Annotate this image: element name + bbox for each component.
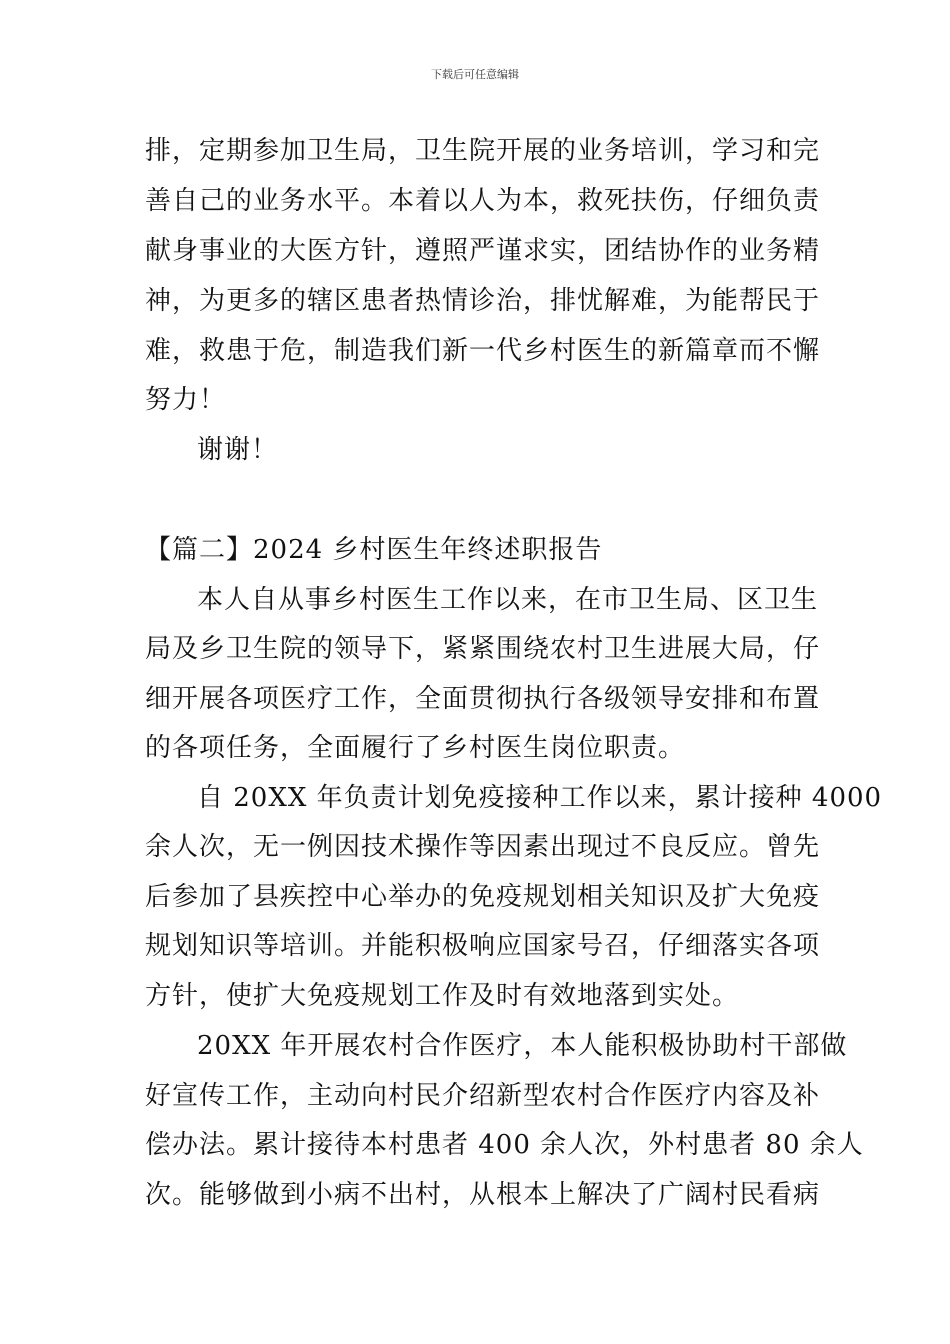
body-line: 后参加了县疾控中心举办的免疫规划相关知识及扩大免疫 (145, 882, 821, 912)
body-line: 好宣传工作，主动向村民介绍新型农村合作医疗内容及补 (145, 1081, 821, 1111)
section-heading: 【篇二】2024 乡村医生年终述职报告 (145, 535, 603, 565)
body-line: 本人自从事乡村医生工作以来，在市卫生局、区卫生 (197, 585, 819, 615)
body-line: 规划知识等培训。并能积极响应国家号召，仔细落实各项 (145, 931, 821, 961)
body-line: 善自己的业务水平。本着以人为本，救死扶伤，仔细负责 (145, 186, 821, 216)
body-line: 局及乡卫生院的领导下，紧紧围绕农村卫生进展大局，仔 (145, 634, 821, 664)
body-line: 的各项任务，全面履行了乡村医生岗位职责。 (145, 733, 686, 763)
body-line: 难，救患于危，制造我们新一代乡村医生的新篇章而不懈 (145, 336, 821, 366)
body-line: 余人次，无一例因技术操作等因素出现过不良反应。曾先 (145, 832, 821, 862)
header-note: 下载后可任意编辑 (431, 68, 519, 81)
body-line: 偿办法。累计接待本村患者 400 余人次，外村患者 80 余人 (145, 1130, 864, 1160)
body-line: 献身事业的大医方针，遵照严谨求实，团结协作的业务精 (145, 236, 821, 266)
body-line: 神，为更多的辖区患者热情诊治，排忧解难，为能帮民于 (145, 286, 821, 316)
body-line: 20XX 年开展农村合作医疗，本人能积极协助村干部做 (197, 1031, 848, 1061)
body-line: 谢谢！ (197, 435, 279, 465)
body-line: 努力！ (145, 385, 227, 415)
body-line: 自 20XX 年负责计划免疫接种工作以来，累计接种 4000 (197, 783, 883, 813)
body-line: 次。能够做到小病不出村，从根本上解决了广阔村民看病 (145, 1180, 821, 1210)
body-line: 排，定期参加卫生局，卫生院开展的业务培训，学习和完 (145, 136, 821, 166)
body-line: 方针，使扩大免疫规划工作及时有效地落到实处。 (145, 981, 740, 1011)
body-line: 细开展各项医疗工作，全面贯彻执行各级领导安排和布置 (145, 684, 821, 714)
